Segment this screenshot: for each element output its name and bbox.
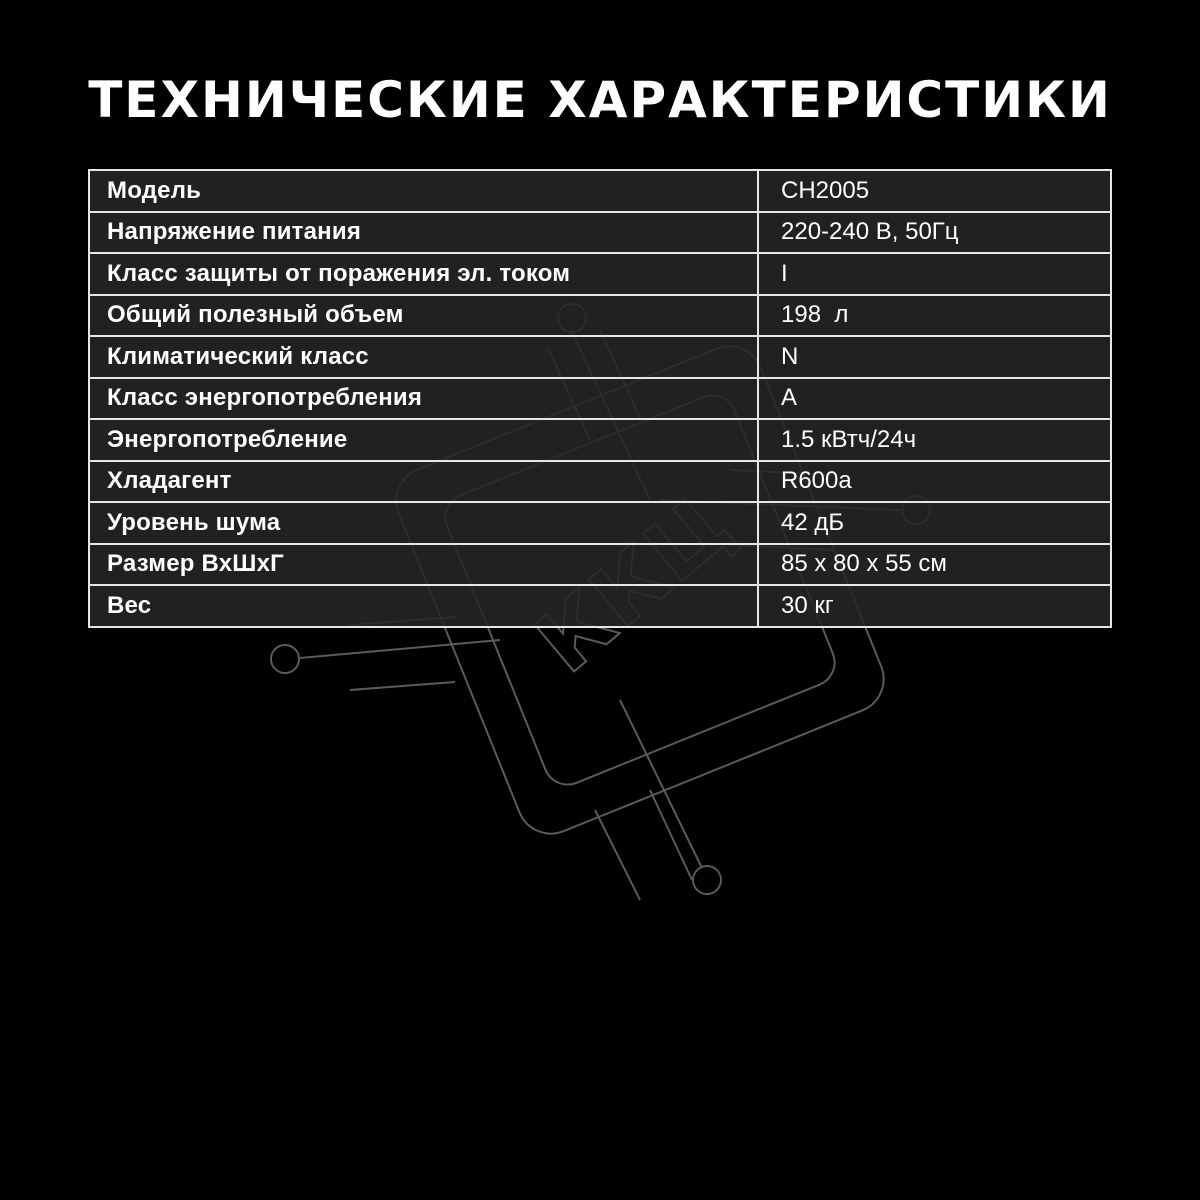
spec-label: Хладагент: [89, 461, 758, 503]
spec-value: 1.5 кВтч/24ч: [758, 419, 1111, 461]
table-row: [89, 419, 1111, 461]
table-row: [89, 544, 1111, 586]
spec-value: 42 дБ: [758, 502, 1111, 544]
spec-value: I: [758, 253, 1111, 295]
table-row: [89, 585, 1111, 627]
spec-value: N: [758, 336, 1111, 378]
table-row: [89, 295, 1111, 337]
page-title: ТЕХНИЧЕСКИЕ ХАРАКТЕРИСТИКИ: [88, 71, 1112, 129]
spec-value: 220-240 В, 50Гц: [758, 212, 1111, 254]
spec-label: Размер ВхШхГ: [89, 544, 758, 586]
table-row: [89, 253, 1111, 295]
table-row: [89, 378, 1111, 420]
spec-label: Климатический класс: [89, 336, 758, 378]
table-row: [89, 461, 1111, 503]
table-row: [89, 170, 1111, 212]
spec-value: 85 х 80 х 55 см: [758, 544, 1111, 586]
spec-label: Напряжение питания: [89, 212, 758, 254]
spec-label: Модель: [89, 170, 758, 212]
spec-label: Уровень шума: [89, 502, 758, 544]
spec-label: Энергопотребление: [89, 419, 758, 461]
table-row: [89, 212, 1111, 254]
spec-value: R600a: [758, 461, 1111, 503]
spec-value: 30 кг: [758, 585, 1111, 627]
spec-value: CH2005: [758, 170, 1111, 212]
specs-table: [88, 169, 1112, 628]
table-row: [89, 336, 1111, 378]
spec-label: Вес: [89, 585, 758, 627]
spec-label: Общий полезный объем: [89, 295, 758, 337]
spec-value: 198 л: [758, 295, 1111, 337]
spec-value: A: [758, 378, 1111, 420]
spec-label: Класс защиты от поражения эл. током: [89, 253, 758, 295]
spec-label: Класс энергопотребления: [89, 378, 758, 420]
table-row: [89, 502, 1111, 544]
